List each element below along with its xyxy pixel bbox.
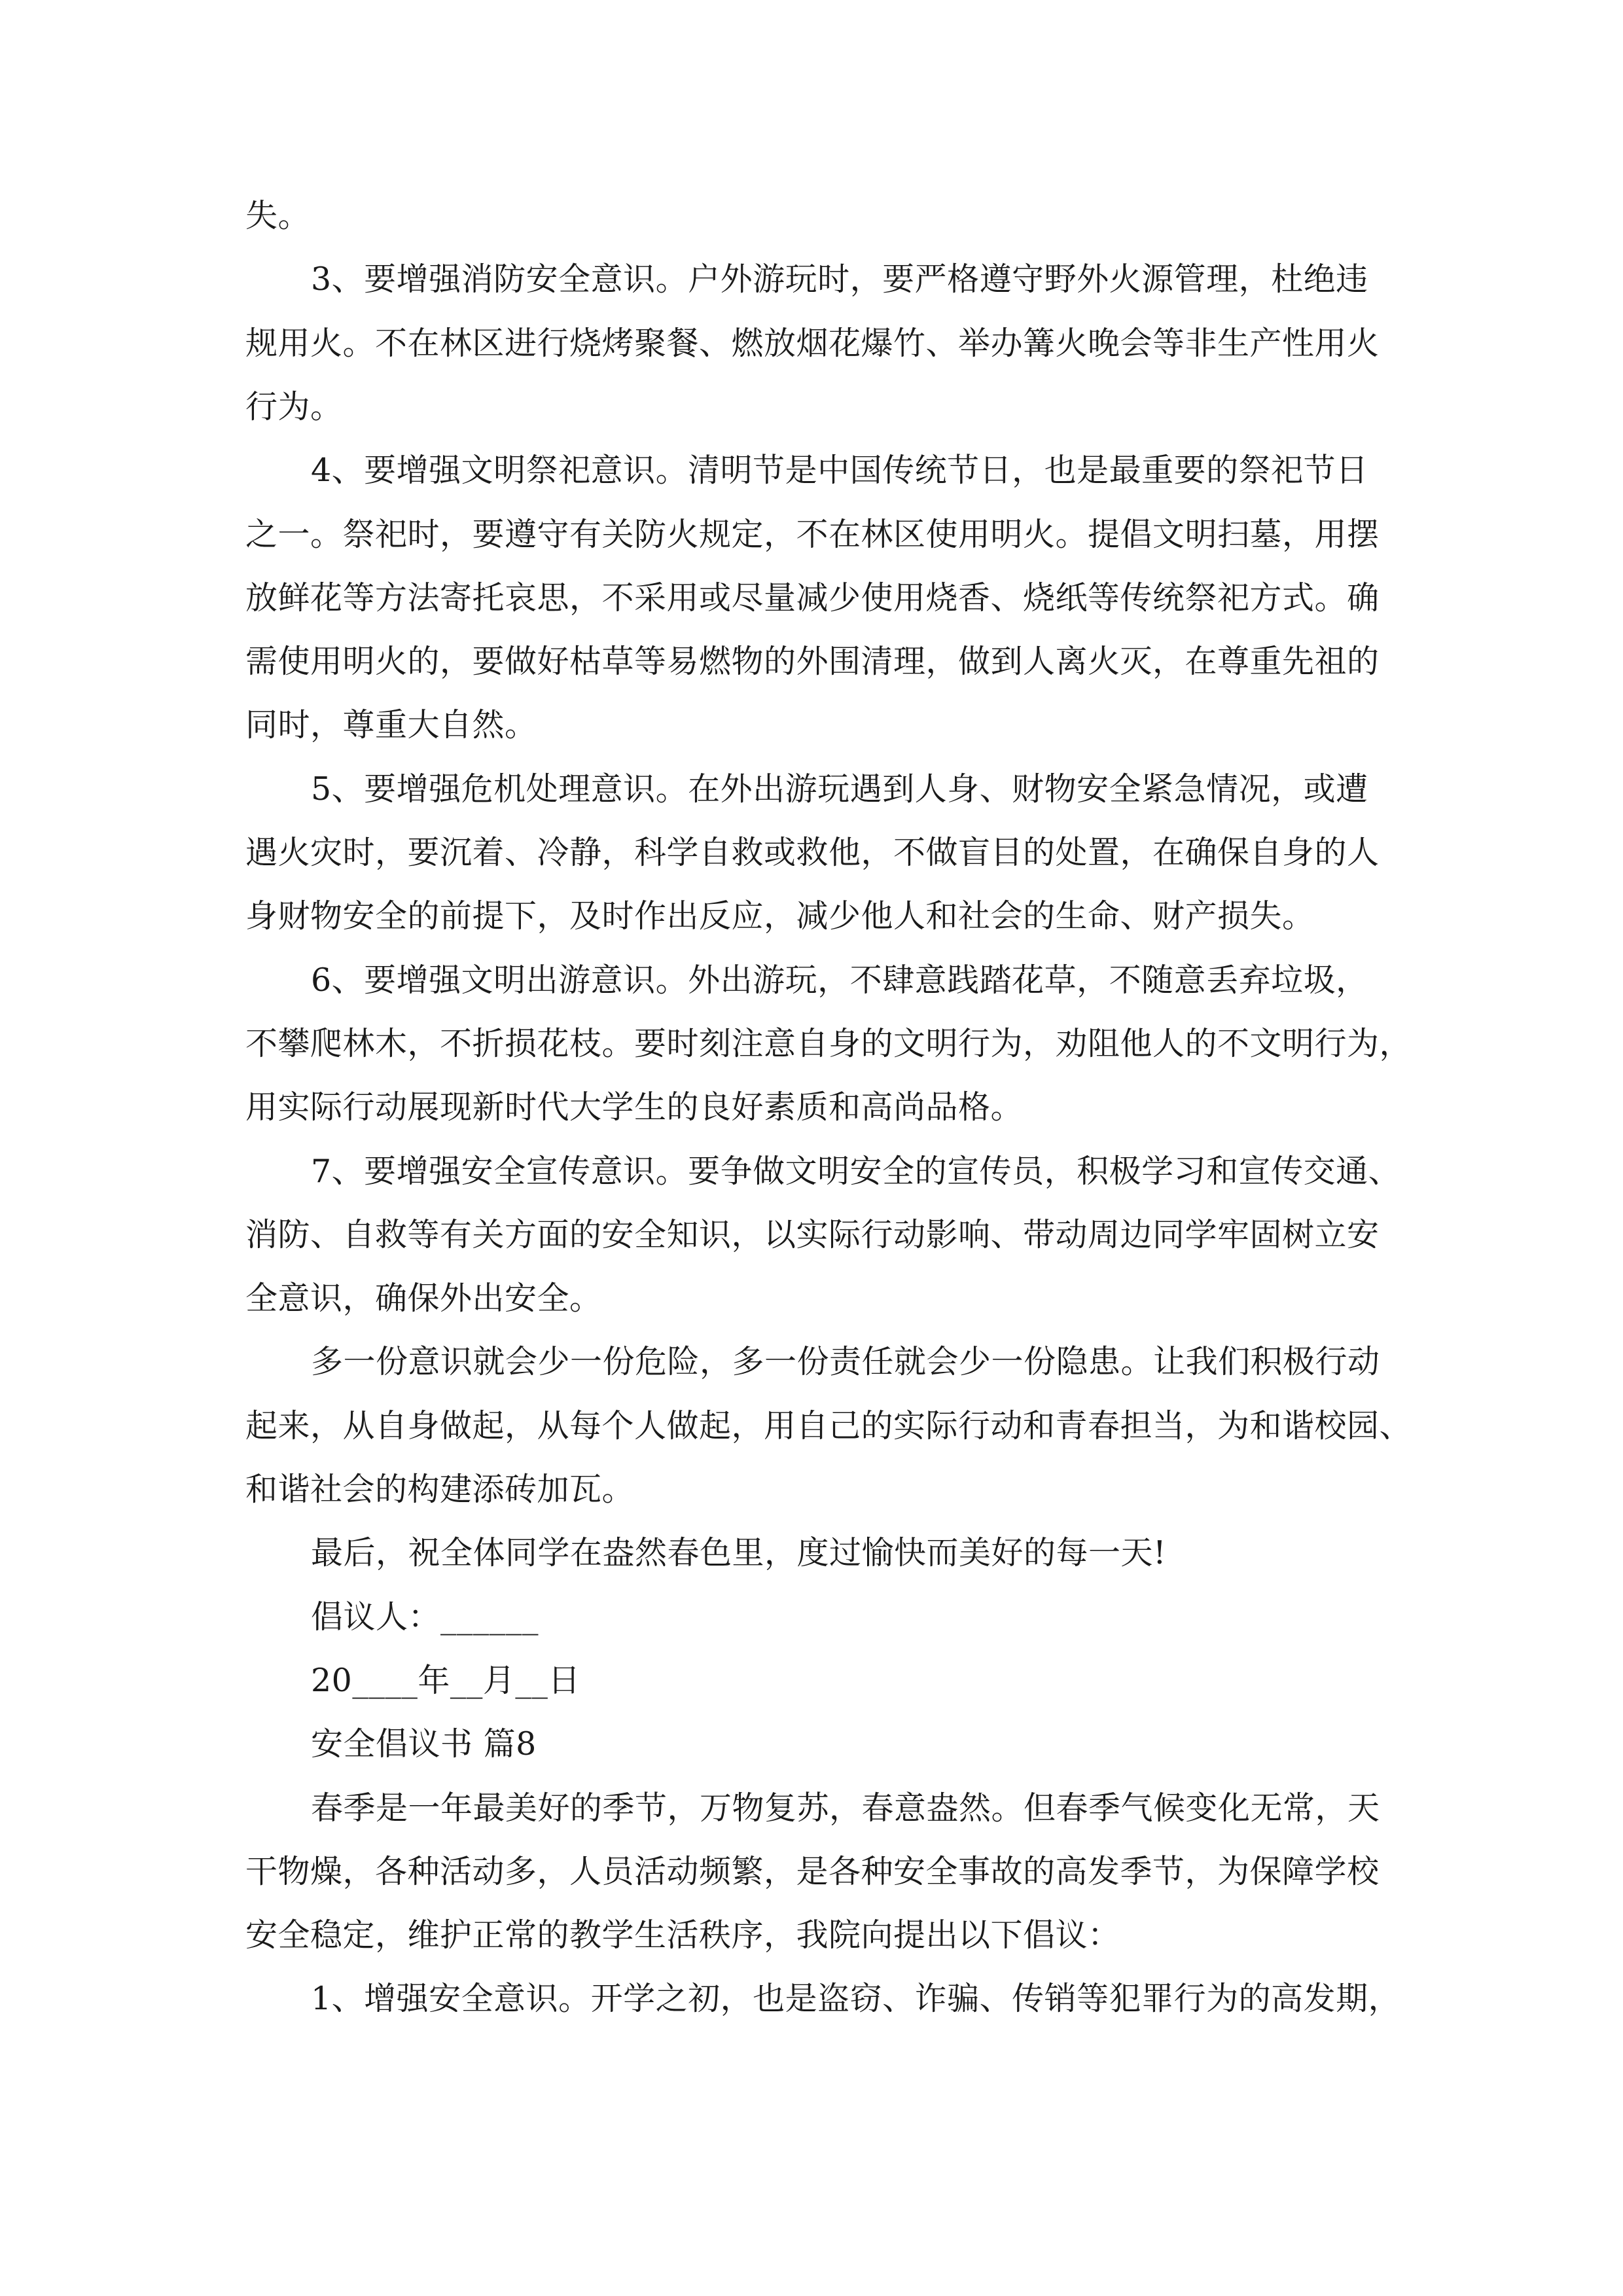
text-line: 失。	[245, 197, 311, 234]
text-line: 干物燥，各种活动多，人员活动频繁，是各种安全事故的高发季节，为保障学校	[245, 1852, 1380, 1890]
text-line: 消防、自救等有关方面的安全知识，以实际行动影响、带动周边同学牢固树立安	[245, 1215, 1380, 1253]
text-line: 春季是一年最美好的季节，万物复苏，春意盎然。但春季气候变化无常，天	[311, 1789, 1380, 1827]
text-line: 和谐社会的构建添砖加瓦。	[245, 1471, 635, 1508]
text-line: 3、要增强消防安全意识。户外游玩时，要严格遵守野外火源管理，杜绝违	[311, 260, 1368, 298]
text-line: 安全稳定，维护正常的教学生活秩序，我院向提出以下倡议：	[245, 1916, 1120, 1954]
text-line: 多一份意识就会少一份危险，多一份责任就会少一份隐患。让我们积极行动	[311, 1343, 1380, 1381]
text-line: 安全倡议书 篇8	[311, 1725, 537, 1763]
text-line: 5、要增强危机处理意识。在外出游玩遇到人身、财物安全紧急情况，或遭	[311, 770, 1368, 808]
text-line: 之一。祭祀时，要遵守有关防火规定，不在林区使用明火。提倡文明扫墓，用摆	[245, 515, 1380, 553]
text-line: 起来，从自身做起，从每个人做起，用自己的实际行动和青春担当，为和谐校园、	[245, 1407, 1412, 1444]
text-line: 行为。	[245, 387, 343, 425]
text-line: 不攀爬林木，不折损花枝。要时刻注意自身的文明行为，劝阻他人的不文明行为，	[245, 1024, 1412, 1062]
text-line: 需使用明火的，要做好枯草等易燃物的外围清理，做到人离火灭，在尊重先祖的	[245, 643, 1380, 681]
text-line: 20____年__月__日	[311, 1661, 580, 1699]
text-line: 同时，尊重大自然。	[245, 706, 537, 744]
text-line: 身财物安全的前提下，及时作出反应，减少他人和社会的生命、财产损失。	[245, 897, 1315, 935]
text-line: 倡议人：______	[311, 1598, 539, 1636]
text-line: 6、要增强文明出游意识。外出游玩，不肆意践踏花草，不随意丢弃垃圾，	[311, 961, 1368, 999]
text-line: 1、增强安全意识。开学之初，也是盗窃、诈骗、传销等犯罪行为的高发期，	[311, 1980, 1401, 2018]
text-line: 全意识，确保外出安全。	[245, 1280, 602, 1318]
text-line: 7、要增强安全宣传意识。要争做文明安全的宣传员，积极学习和宣传交通、	[311, 1152, 1401, 1190]
text-line: 最后，祝全体同学在盎然春色里，度过愉快而美好的每一天!	[311, 1534, 1167, 1572]
text-line: 用实际行动展现新时代大学生的良好素质和高尚品格。	[245, 1088, 1024, 1126]
text-line: 遇火灾时，要沉着、冷静，科学自救或救他，不做盲目的处置，在确保自身的人	[245, 834, 1380, 871]
text-line: 规用火。不在林区进行烧烤聚餐、燃放烟花爆竹、举办篝火晚会等非生产性用火	[245, 324, 1380, 362]
text-line: 4、要增强文明祭祀意识。清明节是中国传统节日，也是最重要的祭祀节日	[311, 452, 1368, 490]
text-line: 放鲜花等方法寄托哀思，不采用或尽量减少使用烧香、烧纸等传统祭祀方式。确	[245, 579, 1380, 617]
